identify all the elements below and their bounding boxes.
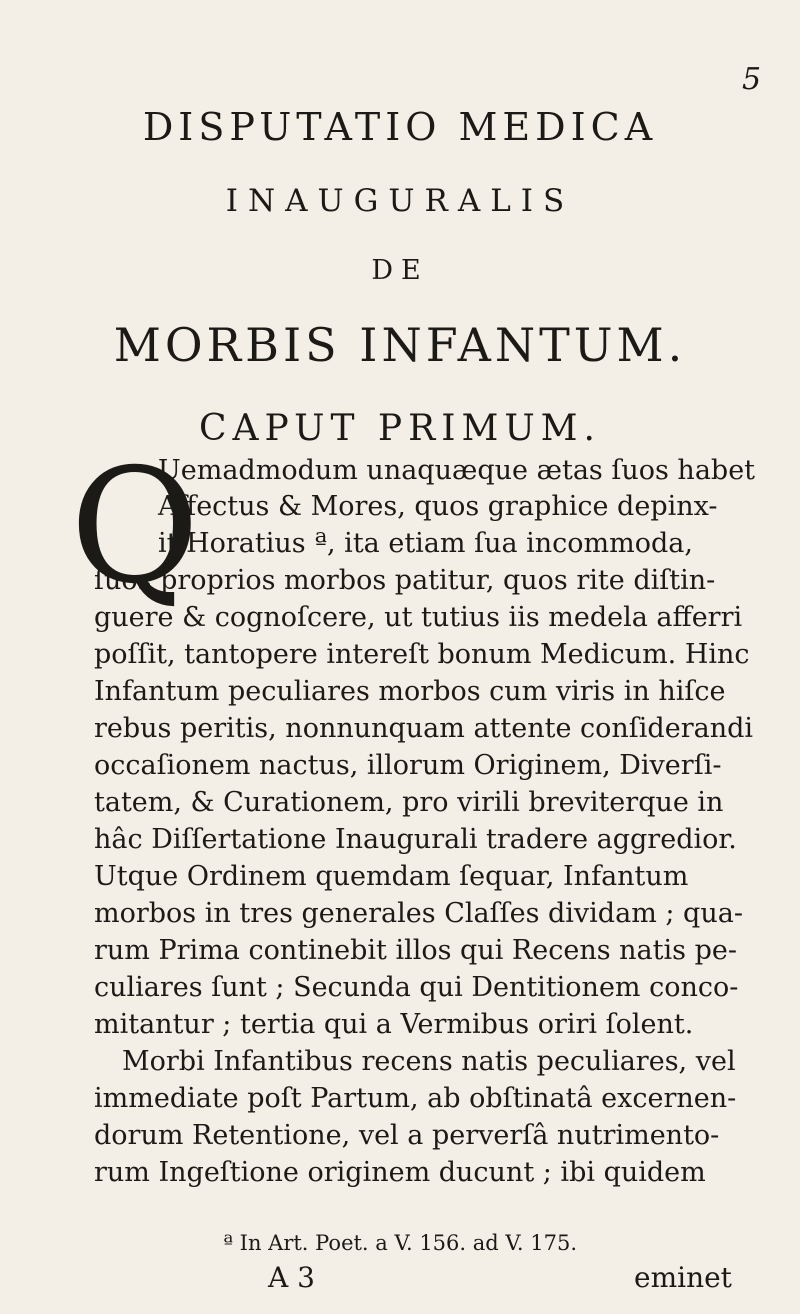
title-sub: INAUGURALIS <box>225 183 575 219</box>
footnote: ª In Art. Poet. a V. 156. ad V. 175. <box>223 1231 577 1255</box>
body-line: dorum Retentione, vel a perverſâ nutrimento- <box>94 1120 720 1151</box>
body-line: culiares ſunt ; Secunda qui Dentitionem conco- <box>94 972 739 1003</box>
catchword: eminet <box>634 1261 732 1294</box>
signature-mark: A 3 <box>268 1261 315 1294</box>
body-line: rum Prima continebit illos qui Recens natis pe- <box>94 935 737 966</box>
body-line: Utque Ordinem quemdam ſequar, Infantum <box>94 861 689 892</box>
body-line: mitantur ; tertia qui a Vermibus oriri ſolent. <box>94 1009 694 1040</box>
body-line: Morbi Infantibus recens natis peculiares, vel <box>122 1046 736 1077</box>
title-de: DE <box>371 255 429 286</box>
page-number: 5 <box>742 62 762 97</box>
body-line: ſuos proprios morbos patitur, quos rite diſtin- <box>94 565 716 596</box>
body-line: Uemadmodum unaquæque ætas ſuos habet <box>158 455 756 486</box>
body-line: rebus peritis, nonnunquam attente conſiderandi <box>94 713 754 744</box>
body-line: hâc Diſſertatione Inaugurali tradere aggredior. <box>94 824 737 855</box>
body-line: tatem, & Curationem, pro virili breviterque in <box>94 787 724 818</box>
body-line: poſſit, tantopere intereſt bonum Medicum. Hinc <box>94 639 750 670</box>
body-line: Affectus & Mores, quos graphice depinx- <box>158 491 718 522</box>
chapter-heading: CAPUT PRIMUM. <box>199 408 601 449</box>
body-line: guere & cognoſcere, ut tutius iis medela afferri <box>94 602 743 633</box>
body-line: rum Ingeſtione originem ducunt ; ibi quidem <box>94 1157 706 1188</box>
body-line: immediate poſt Partum, ab obſtinatâ excernen- <box>94 1083 737 1114</box>
title-main: DISPUTATIO MEDICA <box>142 105 658 149</box>
body-line: Infantum peculiares morbos cum viris in hiſce <box>94 676 726 707</box>
body-line: it Horatius ª, ita etiam ſua incommoda, <box>158 528 693 559</box>
title-subject: MORBIS INFANTUM. <box>113 318 687 372</box>
body-line: occaſionem nactus, illorum Originem, Diverſi- <box>94 750 722 781</box>
body-line: morbos in tres generales Claſſes dividam ; qua- <box>94 898 743 929</box>
drop-cap: Q <box>70 435 200 619</box>
